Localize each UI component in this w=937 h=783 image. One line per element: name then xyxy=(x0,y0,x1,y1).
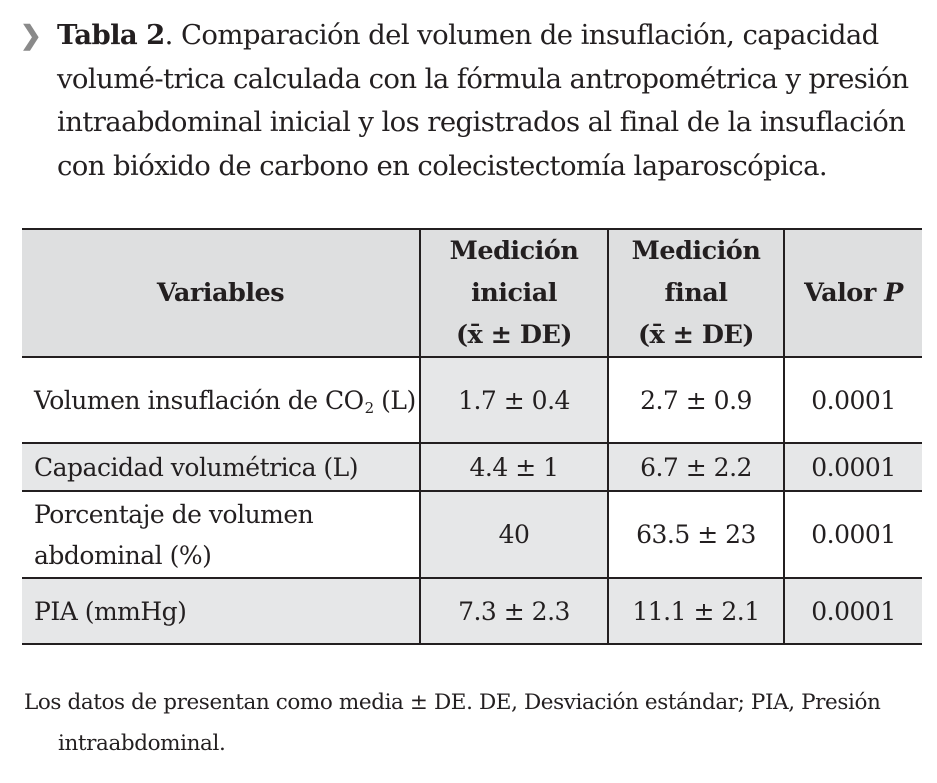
row-inicial: 1.7 ± 0.4 xyxy=(420,357,608,443)
header-inicial-line2: inicial xyxy=(471,278,557,308)
comparison-table xyxy=(22,228,922,645)
table-header-row xyxy=(22,229,922,357)
row-final: 2.7 ± 0.9 xyxy=(608,357,784,443)
table-row xyxy=(22,491,922,578)
row-p-value: 0.0001 xyxy=(784,443,922,491)
row-final: 11.1 ± 2.1 xyxy=(608,578,784,644)
table-row xyxy=(22,357,922,443)
row-inicial: 40 xyxy=(420,491,608,578)
header-medicion-final xyxy=(608,229,784,357)
table-row xyxy=(22,443,922,491)
header-p-letter: P xyxy=(884,278,903,308)
table-caption xyxy=(20,14,925,182)
table-row xyxy=(22,578,922,644)
row-p-value: 0.0001 xyxy=(784,357,922,443)
row-p-value: 0.0001 xyxy=(784,491,922,578)
row-variable: Porcentaje de volumen abdominal (%) xyxy=(22,491,420,578)
caption-body xyxy=(57,14,925,188)
row-inicial: 7.3 ± 2.3 xyxy=(420,578,608,644)
row-inicial: 4.4 ± 1 xyxy=(420,443,608,491)
header-final-line1: Medición xyxy=(631,236,761,266)
header-variables: Variables xyxy=(22,229,420,357)
header-inicial-line1: Medición xyxy=(449,236,579,266)
row-final: 63.5 ± 23 xyxy=(608,491,784,578)
row-variable: PIA (mmHg) xyxy=(22,578,420,644)
footnote-line1: Los datos de presentan como media ± DE. DE, Desviación estándar; PIA, Presión xyxy=(24,690,881,715)
header-final-line2: final xyxy=(664,278,728,308)
header-inicial-line3: (x̄ ± DE) xyxy=(455,320,572,350)
row-p-value: 0.0001 xyxy=(784,578,922,644)
caption-label: Tabla 2 xyxy=(57,19,165,51)
header-valor-p: Valor P xyxy=(784,229,922,357)
header-final-line3: (x̄ ± DE) xyxy=(637,320,754,350)
caption-text: . Comparación del volumen de insuflación, capacidad volumé-trica calculada con la fórmula antropométrica y presión intraabdominal inicial y los registrados al final de la insuflación con bióxido de carbono en colecistectomía laparoscópica. xyxy=(57,19,909,182)
table-footnote xyxy=(24,682,924,764)
row-final: 6.7 ± 2.2 xyxy=(608,443,784,491)
bullet-chevron-icon: ❯ xyxy=(20,21,42,51)
row-variable: Capacidad volumétrica (L) xyxy=(22,443,420,491)
row-variable: Volumen insuflación de $CO_2$ (L) xyxy=(22,357,420,443)
footnote-line2: intraabdominal. xyxy=(58,731,226,756)
header-medicion-inicial xyxy=(420,229,608,357)
